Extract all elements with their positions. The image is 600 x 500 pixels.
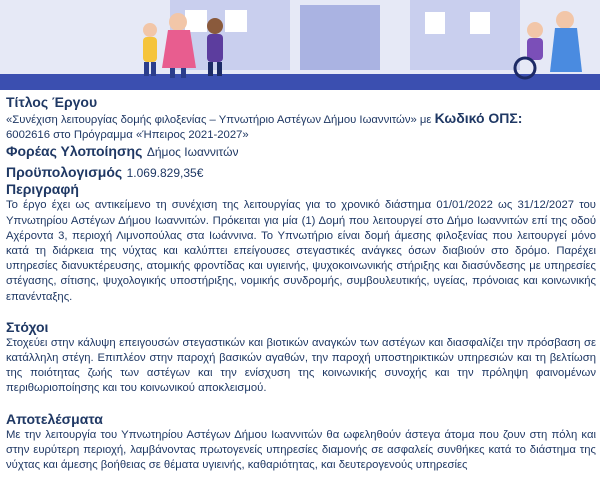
- body-label: Φορέας Υλοποίησης: [6, 143, 143, 160]
- description-heading: Περιγραφή: [6, 181, 79, 198]
- title-text-pre: «Συνέχιση λειτουργίας δομής φιλοξενίας – Υπνωτήριο Αστέγων Δήμου Ιωαννιτών» με: [6, 114, 435, 126]
- budget-row: [6, 164, 596, 181]
- project-content: [0, 90, 600, 473]
- results-text: Με την λειτουργία του Υπνωτηρίου Αστέγων Δήμου Ιωαννιτών θα ωφεληθούν άστεγα άτομα που ζουν στη πόλη και στην ευρύτερη περιοχή, λαμβάνοντας πρωτογενείς υπηρεσίες διαμονής σε ασφαλείς συνθήκες κατά το διάστημα της νύχτας και άμεσης βοήθειας σε θέματα υγιεινής, καθαριότητας, και δευτερογενούς υπηρεσίες: [6, 428, 596, 472]
- title-heading: Τίτλος Έργου: [6, 94, 98, 110]
- banner-illustration: [0, 0, 600, 90]
- title-text: [6, 111, 596, 143]
- body-value: Δήμος Ιωαννιτών: [146, 145, 239, 160]
- title-text-post: 6002616 στο Πρόγραμμα «Ήπειρος 2021-2027»: [6, 129, 249, 142]
- goals-heading: Στόχοι: [6, 318, 49, 335]
- goals-text: Στοχεύει στην κάλυψη επειγουσών στεγαστικών και βιοτικών αναγκών των αστέγων και διασφαλίζει την πρόσβαση σε κατάλληλη στέγη. Επιπλέον στην παροχή βασικών αγαθών, την παροχή υποστηρικτικών υπηρεσιών και τη βελτίωση της ποιότητας ζωής των αστέγων και την ενίσχυση της κοινωνικής συνοχής και την πρόληψη φαινομένων περιθωριοποίησης και του κοινωνικού αποκλεισμού.: [6, 336, 596, 395]
- ops-label: Κωδικό ΟΠΣ:: [434, 110, 523, 126]
- budget-value: 1.069.829,35€: [126, 166, 204, 181]
- results-heading: Αποτελέσματα: [6, 410, 103, 427]
- budget-label: Προϋπολογισμός: [6, 164, 123, 181]
- people-illustration: [0, 0, 600, 90]
- implementation-body: [6, 143, 596, 160]
- description-text: Το έργο έχει ως αντικείμενο τη συνέχιση της λειτουργίας για το χρονικό διάστημα 01/01/2022 ως 31/12/2027 του Υπνωτηρίου Αστέγων Δήμου Ιωαννιτών. Πρόκειται για μία (1) Δομή που λειτουργεί στο Δήμο Ιωαννιτών επί της οδού Αχέροντα 3, περιοχή Λιμνοπούλας στα Ιωάννινα. Το Υπνωτήριο είναι δομή άμεσης φιλοξενίας που λειτουργεί μόνο κατά τη διάρκεια της νύχτας και καλύπτει επείγουσες στεγαστικές ανάγκες όσων διαβιούν στο δρόμο. Παρέχει υπηρεσίες διανυκτέρευσης, ατομικής φροντίδας και υγιεινής, ψυχοκοινωνικής στήριξης και διασύνδεσης με υπηρεσίες στέγασης, σίτισης, ψυχολογικής υποστήριξης, νομικής συνδρομής, συμβουλευτικής, υγείας, πρόνοιας και κοινωνικής επανένταξης.: [6, 199, 596, 303]
